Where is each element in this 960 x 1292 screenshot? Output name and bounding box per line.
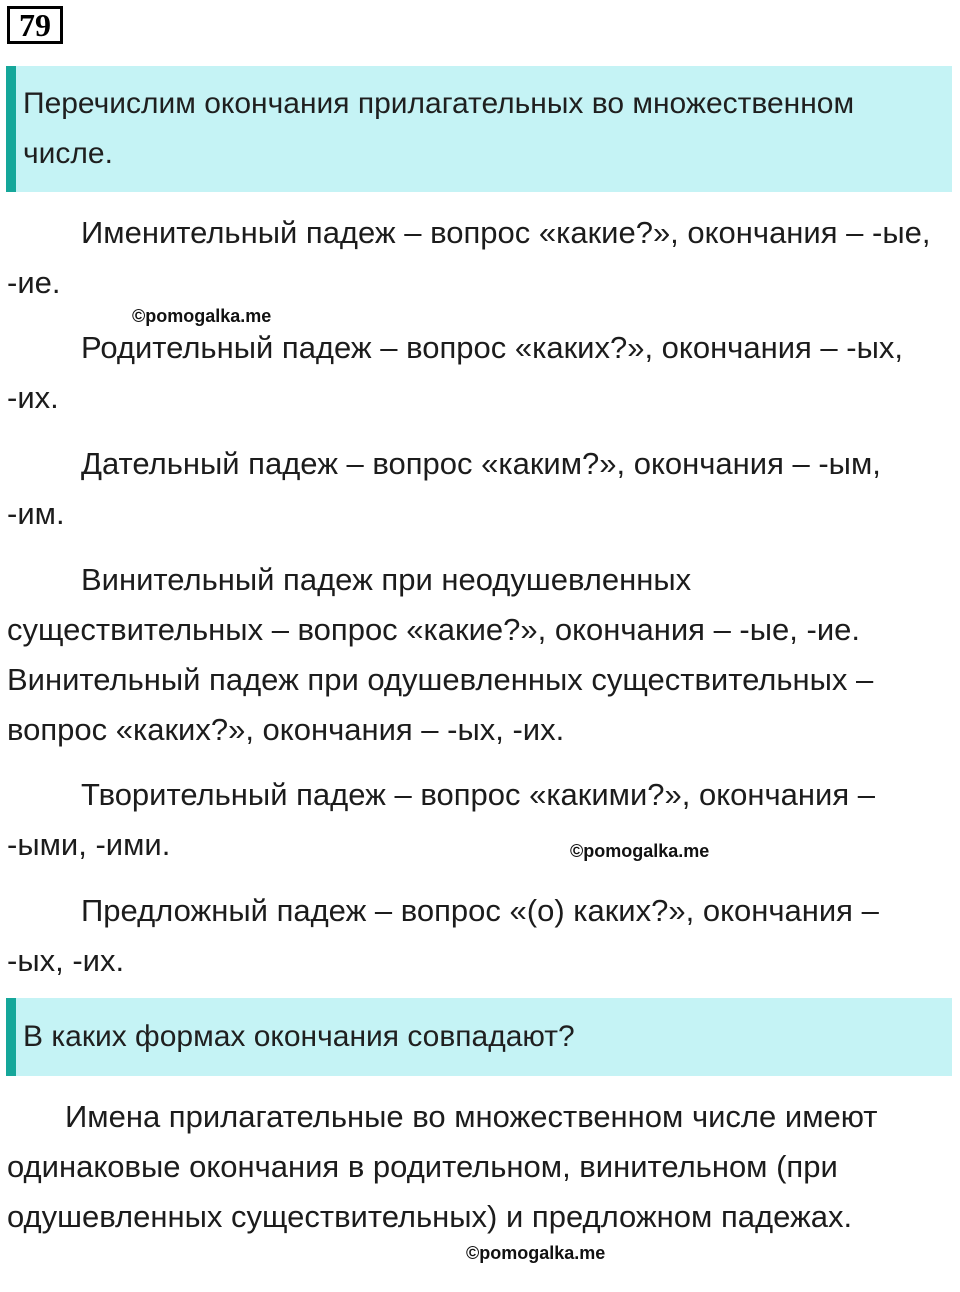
watermark: ©pomogalka.me	[132, 306, 272, 326]
task-callout	[6, 66, 952, 192]
answer-paragraph: Имена прилагательные во множественном числе имеют одинаковые окончания в родительном, винительном (при одушевленных существительных) и предложном падежах.	[7, 1099, 878, 1234]
paragraph-prepositional: Предложный падеж – вопрос «(о) каких?», окончания – -ых, -их.	[7, 893, 879, 978]
watermark: ©pomogalka.me	[466, 1243, 606, 1263]
watermark: ©pomogalka.me	[570, 841, 710, 861]
question-callout-text: В каких формах окончания совпадают?	[23, 1020, 575, 1053]
question-callout	[6, 998, 952, 1076]
paragraph-instrumental: Творительный падеж – вопрос «какими?», окончания – -ыми, -ими.	[7, 777, 875, 862]
paragraph-dative: Дательный падеж – вопрос «каким?», окончания – -ым, -им.	[7, 446, 881, 531]
paragraph-nominative: Именительный падеж – вопрос «какие?», окончания – -ые, -ие.	[7, 215, 931, 300]
paragraph-genitive: Родительный падеж – вопрос «каких?», окончания – -ых, -их.	[7, 330, 903, 415]
exercise-number: 79	[7, 6, 63, 44]
task-callout-text: Перечислим окончания прилагательных во множественном числе.	[23, 87, 855, 170]
paragraph-accusative: Винительный падеж при неодушевленных существительных – вопрос «какие?», окончания – -ые, -ие. Винительный падеж при одушевленных существительных – вопрос «каких?», окончания – -ых, -их.	[7, 562, 874, 747]
